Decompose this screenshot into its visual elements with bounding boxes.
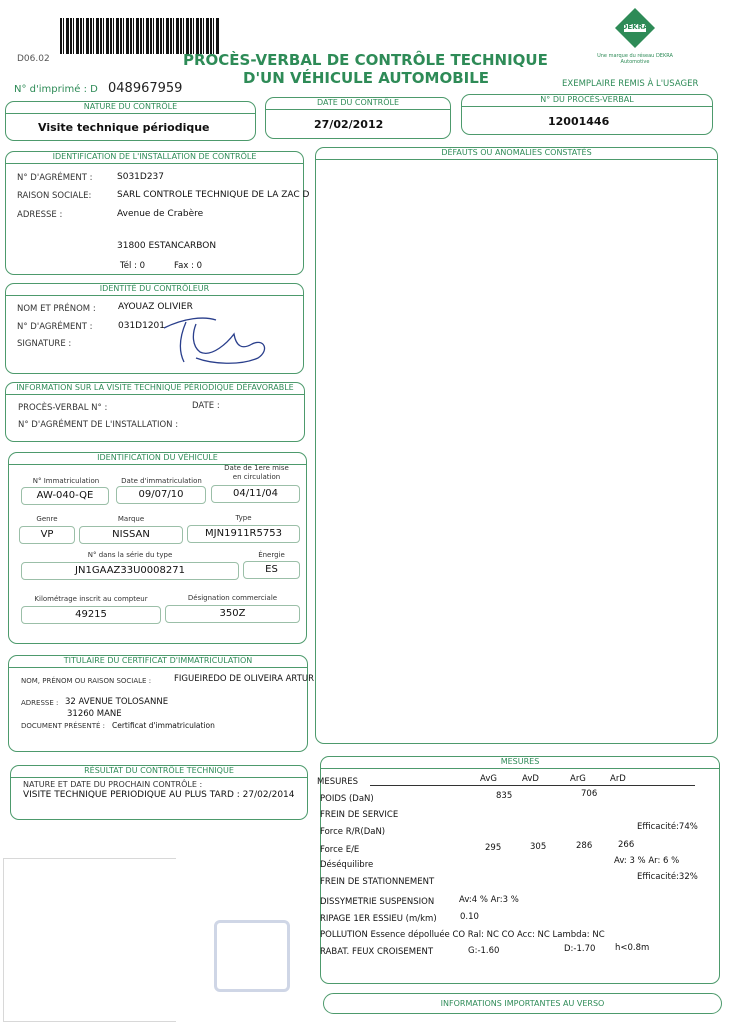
fe-ard: 266 (618, 840, 635, 850)
nature-box (5, 101, 256, 141)
col-avd: AvD (522, 774, 539, 784)
dissym-label: DISSYMETRIE SUSPENSION (320, 897, 435, 907)
col-arg: ArG (570, 774, 586, 784)
rabat-g: G:-1.60 (468, 946, 500, 956)
mesures-head-line (370, 785, 695, 786)
defavorable-box (5, 382, 305, 442)
blank-panel (3, 858, 176, 1022)
col-ard: ArD (610, 774, 626, 784)
designation-value: 350Z (165, 605, 300, 623)
energie-label: Énergie (258, 551, 285, 559)
pv-value: 12001446 (548, 115, 610, 128)
premiere-label-2: en circulation (232, 473, 281, 481)
efficacite-1: Efficacité:74% (637, 822, 698, 832)
controleur-box (5, 283, 304, 374)
pv-title: N° DU PROCÈS-VERBAL (462, 94, 712, 107)
resultat-value: VISITE TECHNIQUE PERIODIQUE AU PLUS TARD : 27/02/2014 (23, 790, 295, 800)
date-immat-value: 09/07/10 (116, 486, 206, 504)
titulaire-title: TITULAIRE DU CERTIFICAT D'IMMATRICULATION (9, 655, 307, 668)
info-box (323, 993, 722, 1014)
info-text: INFORMATIONS IMPORTANTES AU VERSO (440, 999, 605, 1008)
ctrl-signature-label: SIGNATURE : (17, 339, 72, 349)
resultat-label: NATURE ET DATE DU PROCHAIN CONTRÔLE : (23, 780, 203, 789)
tit-adresse-label: ADRESSE : (21, 699, 59, 707)
ctrl-agrement: 031D1201 (118, 321, 166, 331)
inst-adresse-label: ADRESSE : (17, 210, 63, 220)
installation-title: IDENTIFICATION DE L'INSTALLATION DE CONTRÔLE (6, 151, 303, 164)
tit-doc-label: DOCUMENT PRÉSENTÉ : (21, 722, 106, 730)
tit-doc: Certificat d'immatriculation (112, 721, 215, 730)
fe-avd: 305 (530, 842, 547, 852)
inst-fax: Fax : 0 (174, 261, 203, 271)
poids-av: 835 (496, 791, 513, 801)
controleur-title: IDENTITÉ DU CONTRÔLEUR (6, 283, 303, 296)
genre-value: VP (19, 526, 75, 544)
inst-agrement-label: N° D'AGRÉMENT : (17, 173, 93, 183)
tit-nom: FIGUEIREDO DE OLIVEIRA ARTUR (174, 674, 315, 684)
energie-value: ES (243, 561, 300, 579)
date-box (265, 97, 451, 139)
genre-label: Genre (36, 515, 58, 523)
frein-stat-label: FREIN DE STATIONNEMENT (320, 877, 435, 887)
poids-label: POIDS (DaN) (320, 794, 374, 804)
inst-agrement: S031D237 (117, 172, 164, 182)
immat-value: AW-040-QE (21, 487, 109, 505)
nature-value: Visite technique périodique (38, 121, 210, 134)
deseq-value: Av: 3 % Ar: 6 % (614, 856, 680, 866)
date-value: 27/02/2012 (314, 118, 384, 131)
def-date-label: DATE : (192, 401, 220, 411)
rabat-h: h<0.8m (615, 943, 650, 953)
serie-label: N° dans la série du type (87, 551, 173, 559)
inst-adresse1: Avenue de Crabère (117, 209, 204, 219)
ctrl-nom-label: NOM ET PRÉNOM : (17, 304, 96, 314)
nature-title: NATURE DU CONTRÔLE (6, 101, 255, 114)
titulaire-box (8, 655, 315, 752)
title-line2: D'UN VÉHICULE AUTOMOBILE (243, 69, 490, 87)
barcode (60, 18, 220, 54)
inst-raison: SARL CONTROLE TECHNIQUE DE LA ZAC D (117, 190, 310, 200)
print-number: 048967959 (108, 81, 183, 96)
mesures-title: MESURES (321, 756, 719, 769)
title-line1: PROCÈS-VERBAL DE CONTRÔLE TECHNIQUE (183, 51, 548, 69)
ripage-label: RIPAGE 1ER ESSIEU (m/km) (320, 914, 437, 924)
vehicule-box (8, 452, 307, 644)
date-immat-label: Date d'immatriculation (121, 477, 202, 485)
defavorable-title: INFORMATION SUR LA VISITE TECHNIQUE PÉRIODIQUE DÉFAVORABLE (6, 382, 304, 395)
inst-adresse2: 31800 ESTANCARBON (117, 241, 217, 251)
km-value: 49215 (21, 606, 161, 624)
ctrl-agrement-label: N° D'AGRÉMENT : (17, 322, 93, 332)
tit-adresse1: 32 AVENUE TOLOSANNE (65, 697, 169, 707)
pollution-line: POLLUTION Essence dépolluée CO Ral: NC CO Acc: NC Lambda: NC (320, 930, 605, 940)
copy-note: EXEMPLAIRE REMIS À L'USAGER (562, 79, 699, 89)
defauts-title: DÉFAUTS OU ANOMALIES CONSTATÉS (316, 147, 717, 160)
premiere-value: 04/11/04 (211, 485, 300, 503)
immat-label: N° Immatriculation (32, 477, 100, 485)
type-label: Type (235, 514, 252, 522)
stamp-window (214, 920, 290, 992)
marque-value: NISSAN (79, 526, 183, 544)
marque-label: Marque (117, 515, 145, 523)
rabat-d: D:-1.70 (564, 944, 596, 954)
pv-box (461, 94, 713, 135)
fe-arg: 286 (576, 841, 593, 851)
defauts-box (315, 147, 718, 744)
premiere-label-1: Date de 1ere mise (224, 464, 289, 472)
installation-box (5, 151, 310, 275)
inst-raison-label: RAISON SOCIALE: (17, 191, 92, 201)
vehicule-title: IDENTIFICATION DU VÉHICULE (9, 452, 306, 465)
doc-code: D06.02 (17, 54, 50, 64)
ripage-value: 0.10 (460, 912, 479, 922)
rabat-label: RABAT. FEUX CROISEMENT (320, 947, 434, 957)
tit-adresse2: 31260 MANE (67, 709, 122, 719)
poids-ar: 706 (581, 789, 598, 799)
date-title: DATE DU CONTRÔLE (266, 97, 450, 110)
type-value: MJN1911R5753 (187, 525, 300, 543)
km-label: Kilométrage inscrit au compteur (34, 595, 148, 603)
mesures-head-label: MESURES (317, 777, 358, 787)
ctrl-nom: AYOUAZ OLIVIER (118, 302, 193, 312)
print-label: N° d'imprimé : D (14, 84, 98, 95)
force-rr-label: Force R/R(DaN) (320, 827, 386, 837)
dekra-sub: Une marque du réseau DEKRA Automotive (597, 53, 673, 65)
dekra-logo (613, 6, 657, 50)
inst-tel: Tél : 0 (120, 261, 146, 271)
signature-image (156, 306, 276, 368)
resultat-title: RÉSULTAT DU CONTRÔLE TECHNIQUE (11, 765, 307, 778)
dekra-logo-text: DEKRA (621, 23, 649, 31)
frein-service-label: FREIN DE SERVICE (320, 810, 399, 820)
serie-value: JN1GAAZ33U0008271 (21, 562, 239, 580)
deseq-label: Déséquilibre (320, 860, 374, 870)
def-pv-label: PROCÈS-VERBAL N° : (18, 403, 108, 413)
efficacite-2: Efficacité:32% (637, 872, 698, 882)
col-avg: AvG (480, 774, 497, 784)
designation-label: Désignation commerciale (187, 594, 278, 602)
fe-avg: 295 (485, 843, 502, 853)
dissym-value: Av:4 % Ar:3 % (459, 895, 519, 905)
force-ee-label: Force E/E (320, 845, 360, 855)
def-agrement-label: N° D'AGRÉMENT DE L'INSTALLATION : (18, 420, 179, 430)
tit-nom-label: NOM, PRÉNOM OU RAISON SOCIALE : (21, 677, 152, 685)
resultat-box (10, 765, 308, 820)
